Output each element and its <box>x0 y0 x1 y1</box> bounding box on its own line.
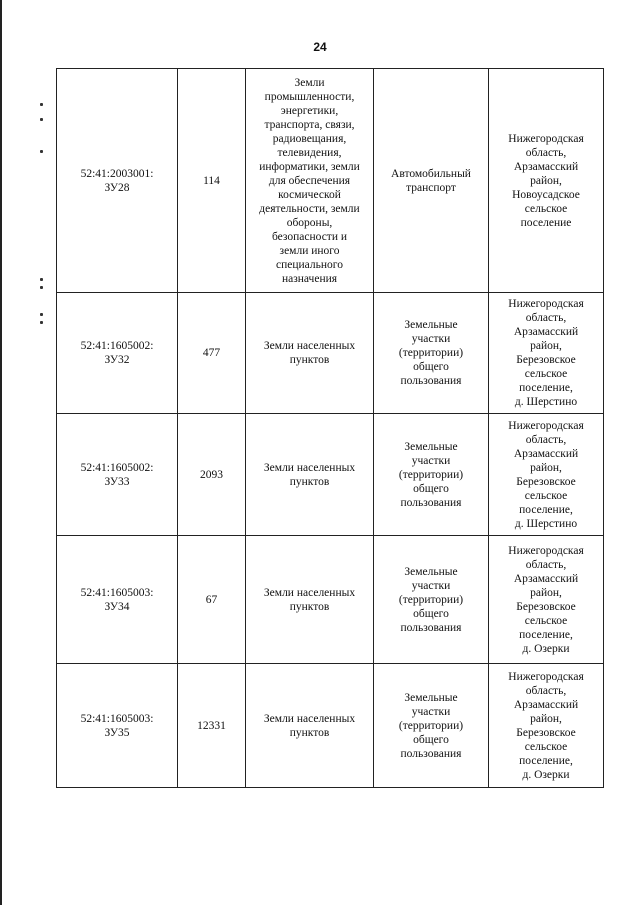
cadastral-number-cell: 52:41:2003001: ЗУ28 <box>57 69 178 293</box>
location-cell: Нижегородская область, Арзамасский район, Новоусадское сельское поселение <box>489 69 604 293</box>
cadastral-number-cell: 52:41:1605002: ЗУ32 <box>57 293 178 414</box>
scan-mark <box>40 103 43 106</box>
table-row <box>57 664 604 788</box>
land-category-cell: Земли населенных пунктов <box>246 664 374 788</box>
area-cell: 67 <box>178 536 246 664</box>
cadastral-number-cell: 52:41:1605002: ЗУ33 <box>57 414 178 536</box>
area-cell: 477 <box>178 293 246 414</box>
land-category-cell: Земли промышленности, энергетики, транспорта, связи, радиовещания, телевидения, информатики, земли для обеспечения космической деятельности, земли обороны, безопасности и земли иного специального назначения <box>246 69 374 293</box>
table-row <box>57 414 604 536</box>
permitted-use-cell: Земельные участки (территории) общего пользования <box>374 293 489 414</box>
permitted-use-cell: Земельные участки (территории) общего пользования <box>374 414 489 536</box>
cadastral-number-cell: 52:41:1605003: ЗУ35 <box>57 664 178 788</box>
scan-mark <box>40 118 43 121</box>
location-cell: Нижегородская область, Арзамасский район, Березовское сельское поселение, д. Озерки <box>489 664 604 788</box>
page-number: 24 <box>313 40 327 54</box>
table-row <box>57 69 604 293</box>
land-category-cell: Земли населенных пунктов <box>246 536 374 664</box>
permitted-use-cell: Земельные участки (территории) общего пользования <box>374 664 489 788</box>
location-cell: Нижегородская область, Арзамасский район, Березовское сельское поселение, д. Озерки <box>489 536 604 664</box>
land-plots-table <box>56 68 604 788</box>
scan-mark <box>40 286 43 289</box>
permitted-use-cell: Земельные участки (территории) общего пользования <box>374 536 489 664</box>
scan-mark <box>40 150 43 153</box>
permitted-use-cell: Автомобильный транспорт <box>374 69 489 293</box>
location-cell: Нижегородская область, Арзамасский район, Березовское сельское поселение, д. Шерстино <box>489 414 604 536</box>
area-cell: 12331 <box>178 664 246 788</box>
land-category-cell: Земли населенных пунктов <box>246 293 374 414</box>
scan-left-edge <box>0 0 2 905</box>
area-cell: 2093 <box>178 414 246 536</box>
location-cell: Нижегородская область, Арзамасский район, Березовское сельское поселение, д. Шерстино <box>489 293 604 414</box>
table-row <box>57 536 604 664</box>
scan-mark <box>40 313 43 316</box>
area-cell: 114 <box>178 69 246 293</box>
cadastral-number-cell: 52:41:1605003: ЗУ34 <box>57 536 178 664</box>
scan-mark <box>40 321 43 324</box>
scan-mark <box>40 278 43 281</box>
land-category-cell: Земли населенных пунктов <box>246 414 374 536</box>
table-row <box>57 293 604 414</box>
